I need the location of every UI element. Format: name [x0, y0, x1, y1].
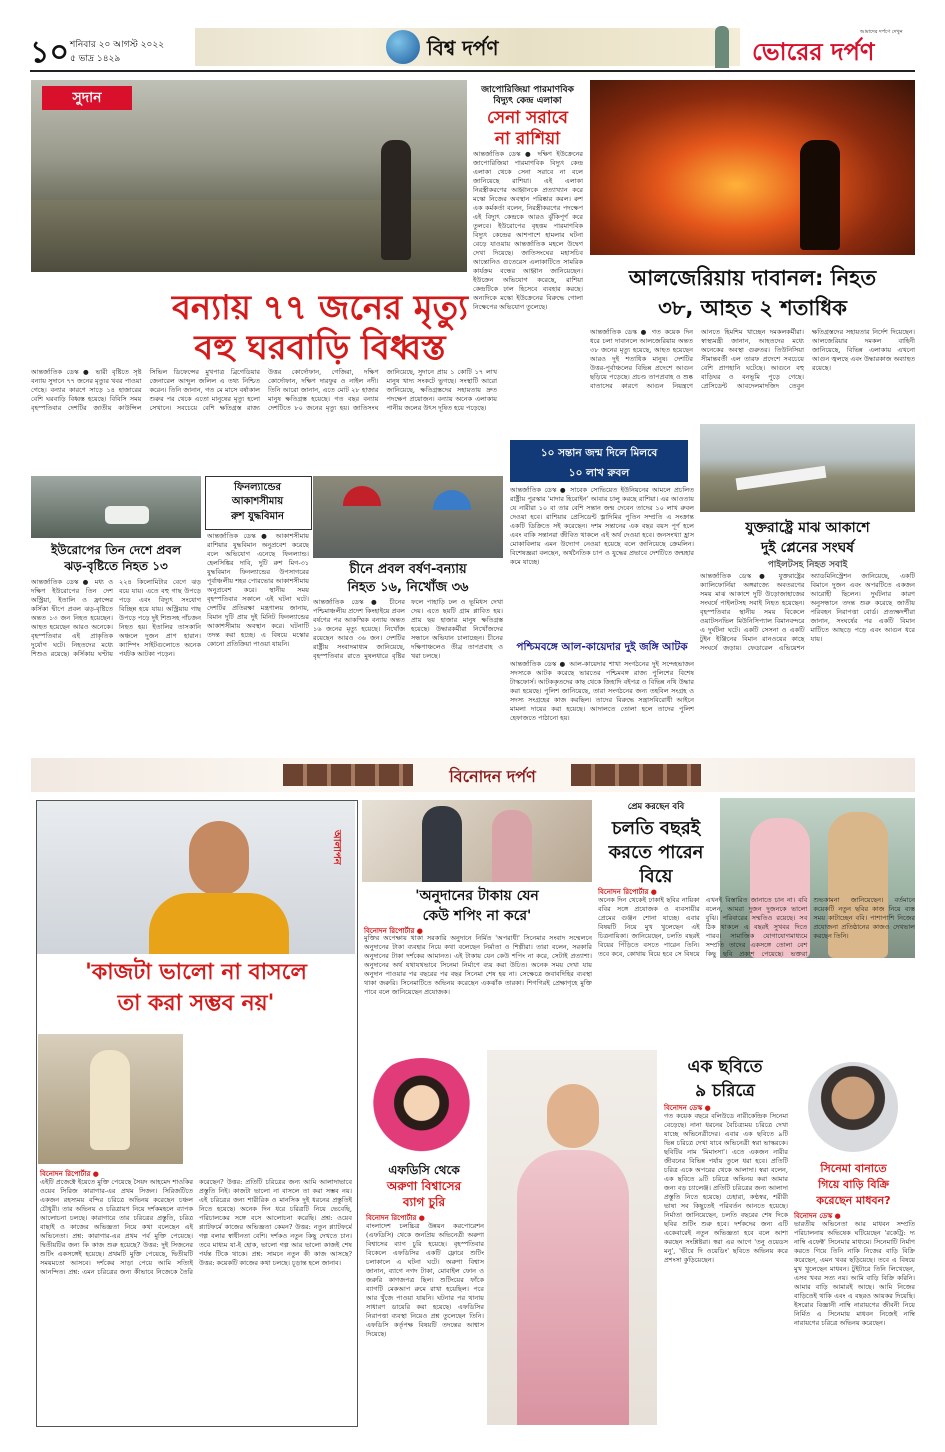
- sudan-headline-1: বন্যায় ৭৭ জনের মৃত্যু: [171, 288, 468, 328]
- globe-icon: [386, 30, 420, 64]
- sudan-body: আন্তর্জাতিক ডেস্ক ● ভারী বৃষ্টিতে সৃষ্ট বন্যায় সুদানে ৭৭ জনের মৃত্যুর খবর পাওয়া গেছে। বন্যার কারণে সাড়ে ১৪ হাজারের বেশি ঘরবাড়ি বিধ্বস্ত হয়েছে। বিবিসি সময় বৃহস্পতিবার দেশটির জাতীয় কাউন্সিল সিভিল ডিফেন্সের মুখপাত্র ব্রিগেডিয়ার জেনারেল আব্দুল জলিল এ তথ্য নিশ্চিত করেন। তিনি জানান, গত মে মাসে বর্ষাকাল শুরুর পর থেকে এতো মানুষের মৃত্যু হলো সেখানে। সবচেয়ে বেশি ক্ষতিগ্রস্ত রাজ্য উত্তর কোর্দোফান, গেজিরা, দক্ষিণ কোর্দোফান, দক্ষিণ দারফুর ও নাইল নদী। তিনি আরো জানান, এতে মোট ২৮ হাজার মানুষ ক্ষতিগ্রস্ত হয়েছে। গত বছর বন্যায় দেশটিতে ৮০ জনের মৃত্যু হয়। জাতিসংঘ জানিয়েছে, সুদানে প্রায় ১ কোটি ১৭ লাখ মানুষ খাদ্য সংকটে ভুগছে। সংস্থাটি আরো জানিয়েছে, ক্ষতিগ্রস্তদের সহায়তায় দ্রুত পদক্ষেপ প্রয়োজন। বন্যায় অনেক এলাকায় পানীয় জলের উৎস দূষিত হয়ে পড়েছে।: [31, 368, 497, 412]
- finland-headline-2: আকাশসীমায়: [231, 496, 284, 507]
- aruna-headline-1: এফডিসি থেকে: [388, 1163, 460, 1177]
- date-bangla: ৫ ভাদ্র ১৪২৯: [70, 54, 121, 64]
- algeria-headline-1: আলজেরিয়ায় দাবানল: নিহত: [628, 266, 877, 290]
- anudan-headline-2: কেউ শপিং না করে': [422, 908, 532, 924]
- nine-roles-headline-1: এক ছবিতে: [687, 1057, 763, 1077]
- madhavan-headline-3: করেছেন মাধবন?: [816, 1194, 891, 1207]
- russia-birth-headline-box: [510, 440, 688, 482]
- aruna-body: বাংলাদেশ চলচ্চিত্র উন্নয়ন করপোরেশন (এফডিসি) থেকে জনপ্রিয় অভিনেত্রী অরুণা বিশ্বাসের ব্যাগ চুরি হয়েছে। বৃহস্পতিবার বিকেলে এফডিসির একটি ফ্লোরে শুটিং চলাকালে এ ঘটনা ঘটে। অরুণা বিশ্বাস জানান, ব্যাগে নগদ টাকা, মোবাইল ফোন ও জরুরি কাগজপত্র ছিল। শুটিংয়ের ফাঁকে ব্যাগটি মেকআপ রুমে রাখা হয়েছিল। পরে আর খুঁজে পাওয়া যায়নি। ঘটনার পর থানায় সাধারণ ডায়েরি করা হয়েছে। এফডিসির নিরাপত্তা ব্যবস্থা নিয়েও প্রশ্ন তুলেছেন তিনি। এফডিসি কর্তৃপক্ষ বিষয়টি তদন্তের আশ্বাস দিয়েছে।: [366, 1222, 484, 1338]
- china-headline-2: নিহত ১৬, নিখোঁজ ৩৬: [347, 580, 469, 595]
- bobby-headline-3: বিয়ে: [639, 866, 673, 887]
- aruna-portrait: [364, 1058, 479, 1158]
- entertainment-banner: [31, 758, 915, 792]
- china-body: আন্তর্জাতিক ডেস্ক ● চীনের পশ্চিমাঞ্চলীয় প্রদেশ কিংহাইয়ে প্রবল বর্ষণের পর আকস্মিক বন্যায় অন্তত ১৬ জনের মৃত্যু হয়েছে। নিখোঁজ রয়েছেন আরও ৩৬ জন। দেশটির রাষ্ট্রীয় সংবাদমাধ্যম জানিয়েছে, বৃহস্পতিবার রাতে মুষলধারে বৃষ্টির ফলে পাহাড়ি ঢল ও ভূমিধস দেখা দেয়। এতে ছয়টি গ্রাম প্লাবিত হয়। প্রায় ছয় হাজার মানুষ ক্ষতিগ্রস্ত হয়েছে। উদ্ধারকর্মীরা নিখোঁজদের সন্ধানে অভিযান চালাচ্ছেন। চীনের দক্ষিণাঞ্চলেও তীব্র তাপপ্রবাহ ও খরা চলছে।: [313, 598, 503, 660]
- wading-man: [381, 140, 411, 260]
- woman-figure: [492, 810, 532, 882]
- algeria-headline-2: ৩৮, আহত ২ শতাধিক: [658, 296, 847, 320]
- paper-tagline: আমাদের দর্পণে দেখুন: [860, 29, 903, 35]
- swara-photo: [487, 1050, 657, 1425]
- header-rule: [30, 70, 915, 72]
- usa-planes-headline-1: যুক্তরাষ্ট্রে মাঝ আকাশে: [745, 520, 870, 536]
- umbrella-1: [343, 486, 381, 506]
- interview-vertical-tag: আলাপন: [331, 830, 342, 865]
- interview-headline-2: তা করা সম্ভব নয়': [117, 991, 275, 1016]
- plane-crash-photo: [700, 424, 915, 512]
- algeria-body: আন্তর্জাতিক ডেস্ক ● গত কয়েক দিন ধরে চলা দাবানলে আলজেরিয়ায় অন্তত ৩৮ জনের মৃত্যু হয়েছে, আহত হয়েছেন আরও দুই শতাধিক মানুষ। দেশটির উত্তর-পূর্বাঞ্চলের বিভিন্ন প্রদেশে আগুন ছড়িয়ে পড়েছে। প্রচণ্ড তাপপ্রবাহ ও শুষ্ক বাতাসের কারণে আগুন নিয়ন্ত্রণে আনতে হিমশিম খাচ্ছেন দমকলকর্মীরা। স্বাস্থ্যমন্ত্রী জানান, আহতদের মধ্যে অনেকের অবস্থা গুরুতর। তিউনিসিয়া সীমান্তবর্তী এল তারফ প্রদেশে সবচেয়ে বেশি প্রাণহানি ঘটেছে। আগুনে বহু বাড়িঘর ও বনভূমি পুড়ে গেছে। প্রেসিডেন্ট আবদেলমাদজিদ তেবুন ক্ষতিগ্রস্তদের সহায়তার নির্দেশ দিয়েছেন। আলজেরিয়ার দমকল বাহিনী জানিয়েছে, বিভিন্ন এলাকায় এখনো আগুন জ্বলছে এবং উদ্ধারকাজ অব্যাহত রয়েছে।: [590, 328, 915, 390]
- nuclear-body: আন্তর্জাতিক ডেস্ক ● দক্ষিণ ইউক্রেনের জাপোরিজিয়া পারমাণবিক বিদ্যুৎ কেন্দ্র এলাকা থেকে সেনা সরাবে না বলে জানিয়েছে রাশিয়া। এই এলাকা নিরস্ত্রীকরণের আহ্বানকে প্রত্যাখ্যান করে মস্কো নিজের অবস্থান পরিষ্কার করল। রুশ এক কর্মকর্তা বলেন, নিরস্ত্রীকরণের পদক্ষেপ এই বিদ্যুৎ কেন্দ্রকে আরও ঝুঁকিপূর্ণ করে তুলবে। ইউরোপের বৃহত্তম পারমাণবিক বিদ্যুৎ কেন্দ্রের আশপাশে হামলার ঘটনা বেড়ে যাওয়ায় আন্তর্জাতিক মহলে উদ্বেগ দেখা দিয়েছে। জাতিসংঘের মহাসচিব আন্তোনিও গুতেরেস এলাকাটিতে সামরিক কার্যক্রম বন্ধের আহ্বান জানিয়েছেন। ইউক্রেন অভিযোগ করেছে, রাশিয়া কেন্দ্রটিকে ঢাল হিসেবে ব্যবহার করছে। অন্যদিকে মস্কো ইউক্রেনের বিরুদ্ধে গোলা নিক্ষেপের অভিযোগ তুলেছে।: [473, 150, 583, 311]
- interview-headline-1: 'কাজটা ভালো না বাসলে: [85, 960, 307, 985]
- swara-saree: [517, 1150, 629, 1425]
- europe-headline-1: ইউরোপের তিন দেশে প্রবল: [51, 543, 181, 557]
- seated-man: [90, 1050, 130, 1150]
- interview-body: এইটি প্রজেক্টে ইয়েতে মুক্তি পেয়েছে সৈয়দ আহমেদ শাওকির ওয়েব সিরিজ কারাগার-এর প্রথম সিজন। সিরিজটিতে একজন রহস্যময় বন্দির চরিত্রে অভিনয় করেছেন চঞ্চল চৌধুরী। তার অভিনয় ও চরিত্রায়ণ নিয়ে দর্শকমহলে ব্যাপক আলোচনা চলছে। কারাগারে তার চরিত্রের প্রস্তুতি, চরিত্র বাছাই ও কাজের অভিজ্ঞতা নিয়ে কথা বলেছেন এই অভিনেতা। প্রশ্ন: কারাগার-এর প্রথম পর্ব মুক্তি পেয়েছে। দ্বিতীয়টির জন্য কি কাজ শুরু হয়েছে? উত্তর: দুই সিজনের শুটিং একসঙ্গেই হয়েছে। প্রথমটি মুক্তি পেয়েছে, দ্বিতীয়টি সময়মতো আসবে। দর্শকের সাড়া পেয়ে আমি সত্যিই আনন্দিত। প্রশ্ন: এমন চরিত্রের জন্য কীভাবে নিজেকে তৈরি করেছেন? উত্তর: প্রতিটি চরিত্রের জন্য আমি আলাদাভাবে প্রস্তুতি নিই। কাজটা ভালো না বাসলে তা করা সম্ভব নয়। এই চরিত্রের জন্য শারীরিক ও মানসিক দুই ধরনের প্রস্তুতিই নিতে হয়েছে। অনেক দিন ধরে চরিত্রটি নিয়ে ভেবেছি, পরিচালকের সঙ্গে বসে আলোচনা করেছি। প্রশ্ন: ওয়েব প্ল্যাটফর্মে কাজের অভিজ্ঞতা কেমন? উত্তর: নতুন প্ল্যাটফর্মে গল্প বলার স্বাধীনতা বেশি। দর্শকও নতুন কিছু দেখতে চান। তবে মাধ্যম যা-ই হোক, ভালো গল্প আর ভালো কাজই শেষ পর্যন্ত টিকে থাকে। প্রশ্ন: সামনে নতুন কী কাজ আসছে? উত্তর: কয়েকটি কাজের কথা চলছে। চূড়ান্ত হলে জানাব।: [40, 1178, 352, 1276]
- interview-byline: বিনোদন রিপোর্টার ●: [40, 1170, 99, 1178]
- masthead: [0, 0, 945, 72]
- film-strip-left: [283, 764, 413, 786]
- russia-birth-body: আন্তর্জাতিক ডেস্ক ● সাবেক সোভিয়েত ইউনিয়নের আমলে প্রচলিত রাষ্ট্রীয় পুরস্কার 'মাদার হিরোইন' আবার চালু করছে রাশিয়া। এর আওতায় যে নারীরা ১০ বা তার বেশি সন্তান জন্ম দেবেন তাদের ১০ লাখ রুবল দেওয়া হবে। রাশিয়ার প্রেসিডেন্ট ভ্লাদিমির পুতিন সম্প্রতি এ সংক্রান্ত একটি ডিক্রিতে সই করেছেন। দশম সন্তানের এক বছর বয়স পূর্ণ হলে এবং বাকি সন্তানরা জীবিত থাকলে এই অর্থ দেওয়া হবে। জনসংখ্যা হ্রাস মোকাবিলায় এমন উদ্যোগ নেওয়া হয়েছে বলে জানিয়েছে ক্রেমলিন। বিশেষজ্ঞরা বলছেন, অর্থনৈতিক চাপ ও যুদ্ধের প্রভাবে দেশটিতে জন্মহার কমে যাচ্ছে।: [510, 486, 694, 566]
- europe-storm-photo: [31, 476, 201, 538]
- statue-icon: [715, 26, 729, 68]
- paper-logo: ভোরের দর্পণ: [752, 38, 875, 66]
- bobby-kicker: প্রেম করছেন ববি: [627, 802, 685, 812]
- nuclear-kicker-2: বিদ্যুৎ কেন্দ্র এলাকা: [493, 96, 562, 106]
- shirt: [149, 893, 289, 954]
- madhavan-body: ভারতীয় অভিনেতা আর মাধবন সম্প্রতি পরিচালনায় অভিষেক ঘটিয়েছেন 'রকেট্রি: দ্য নাম্বি এফেক্ট' সিনেমার মাধ্যমে। সিনেমাটি নির্মাণ করতে গিয়ে তিনি নাকি নিজের বাড়ি বিক্রি করেছেন, এমন খবর ছড়িয়েছে। তবে এ বিষয়ে মুখ খুলেছেন মাধবন। টুইটারে তিনি লিখেছেন, এসব খবর সত্য নয়। আমি বাড়ি বিক্রি করিনি। আমার বাড়ি আমারই আছে। আমি নিজের বাড়িতেই থাকি এবং এ বছরও আয়কর দিয়েছি। ইসরোর বিজ্ঞানী নাম্বি নারায়ণের জীবনী নিয়ে নির্মিত এ সিনেমায় মাধবন নিজেই নাম্বি নারায়ণের চরিত্রে অভিনয় করেছেন।: [794, 1220, 915, 1327]
- nuclear-headline-2: না রাশিয়া: [494, 129, 561, 149]
- section-title: বিশ্ব দর্পণ: [427, 36, 499, 60]
- aruna-headline-2: অরুণা বিশ্বাসের: [386, 1179, 462, 1193]
- date-gregorian: শনিবার ২০ আগস্ট ২০২২: [70, 40, 165, 50]
- nuclear-headline-1: সেনা সরাবে: [487, 108, 568, 128]
- anudan-byline: বিনোদন রিপোর্টার ●: [364, 927, 423, 935]
- madhavan-headline-1: সিনেমা বানাতে: [820, 1162, 887, 1175]
- russia-birth-headline-2: ১০ লাখ রুবল: [568, 467, 630, 479]
- entertainment-title: বিনোদন দর্পণ: [415, 764, 570, 791]
- sudan-tag: সুদান: [42, 86, 132, 110]
- bobby-body: অনেক দিন থেকেই ঢাকাই ছবির নায়িকা ববির সঙ্গে প্রযোজক ও ব্যবসায়ীর প্রেমের গুঞ্জন শোনা যাচ্ছে। এবার বিষয়টি নিয়ে মুখ খুলেছেন এই চিত্রনায়িকা। জানিয়েছেন, চলতি বছরই বিয়ের পিঁড়িতে বসতে পারেন তিনি। তবে কবে, কোথায় বিয়ে হবে সে বিষয়ে এখনই বিস্তারিত জানাতে চান না। ববি বলেন, আমরা দুজন দুজনকে ভালো বুঝি। পরিবারের সম্মতিও রয়েছে। সব ঠিক থাকলে এ বছরই সুখবর দিতে পারব। সামাজিক যোগাযোগমাধ্যমে সম্প্রতি তাদের একসঙ্গে তোলা বেশ কিছু ছবি প্রকাশ পেয়েছে। ভক্তরা শুভকামনা জানিয়েছেন। বর্তমানে কয়েকটি নতুন ছবির কাজ নিয়ে ব্যস্ত সময় কাটাচ্ছেন ববি। পাশাপাশি নিজের প্রযোজনা প্রতিষ্ঠানের কাজও দেখভাল করছেন তিনি।: [598, 896, 915, 958]
- nine-roles-body: গত কয়েক বছরে বলিউডে নারীকেন্দ্রিক সিনেমা বেড়েছে। নানা ধরনের বৈচিত্র্যময় চরিত্রে দেখা যাচ্ছে অভিনেত্রীদের। এবার এক ছবিতে ৯টি ভিন্ন চরিত্রে দেখা যাবে অভিনেত্রী স্বরা ভাস্করকে। ছবিটির নাম 'মিমাংসা'। এতে একজন নারীর জীবনের বিভিন্ন পর্যায় তুলে ধরা হবে। প্রতিটি চরিত্র একে অপরের থেকে আলাদা। স্বরা বলেন, এক ছবিতে ৯টি চরিত্রে অভিনয় করা আমার জন্য বড় চ্যালেঞ্জ। প্রতিটি চরিত্রের জন্য আলাদা প্রস্তুতি নিতে হয়েছে। চেহারা, কণ্ঠস্বর, শরীরী ভাষা সব কিছুতেই পরিবর্তন আনতে হয়েছে। নির্মাতা জানিয়েছেন, চলতি বছরের শেষ দিকে ছবির শুটিং শুরু হবে। দর্শকদের জন্য এটি একেবারেই নতুন অভিজ্ঞতা হবে বলে আশা করছেন সংশ্লিষ্টরা। স্বরা এর আগে 'তনু ওয়েডস মনু', 'ভীরে দি ওয়েডিং' ছবিতে অভিনয় করে প্রশংসা কুড়িয়েছেন।: [664, 1112, 788, 1264]
- face: [189, 821, 249, 896]
- anudan-headline-1: 'অনুদানের টাকায় যেন: [415, 888, 539, 904]
- swara-face: [547, 1084, 599, 1148]
- umbrella-2: [433, 490, 471, 510]
- nine-roles-headline-2: ৯ চরিত্রে: [695, 1081, 755, 1101]
- bobby-headline-2: করতে পারেন: [608, 842, 704, 863]
- page-number: ১০: [30, 35, 69, 70]
- europe-body: আন্তর্জাতিক ডেস্ক ● মধ্য ও দক্ষিণ ইউরোপের তিন দেশ অস্ট্রিয়া, ইতালি ও ফ্রান্সের কর্সিকা দ্বীপে প্রবল ঝড়-বৃষ্টিতে অন্তত ১৩ জন নিহত হয়েছেন। আহত হয়েছেন আরও অনেকে। বৃহস্পতিবার এই প্রাকৃতিক দুর্যোগ ঘটে। নিহতদের মধ্যে শিশুও রয়েছে। কর্সিকায় ঘণ্টায় ২২৪ কিলোমিটার বেগে ঝড় বয়ে যায়। এতে বহু গাছ উপড়ে পড়ে এবং বিদ্যুৎ সংযোগ বিচ্ছিন্ন হয়ে যায়। অস্ট্রিয়ায় গাছ উপড়ে পড়ে দুই শিশুসহ পাঁচজন নিহত হয়। ইতালির তাসকানি অঞ্চলে দুজন প্রাণ হারান। ক্যাম্পিং সাইটগুলোতে অনেক পর্যটক আটকা পড়েন।: [31, 578, 201, 658]
- madhavan-portrait: [808, 1062, 898, 1152]
- bobby-byline: বিনোদন রিপোর্টার ●: [598, 888, 657, 896]
- usa-planes-body: আন্তর্জাতিক ডেস্ক ● যুক্তরাষ্ট্রের ক্যালিফোর্নিয়া অঙ্গরাজ্যে অবতরণের সময় মাঝ আকাশে দুটি উড়োজাহাজের সংঘর্ষে পাইলটসহ সবাই নিহত হয়েছেন। বৃহস্পতিবার স্থানীয় সময় বিকেলে ওয়াটসনভিল মিউনিসিপ্যাল বিমানবন্দরে এ দুর্ঘটনা ঘটে। একটি সেসনা ও একটি টুইন ইঞ্জিনের বিমান রানওয়ের কাছে সংঘর্ষে জড়ায়। ফেডারেল এভিয়েশন অ্যাডমিনিস্ট্রেশন জানিয়েছে, একটি বিমানে দুজন এবং অপরটিতে একজন আরোহী ছিলেন। দুর্ঘটনার কারণ অনুসন্ধানে তদন্ত শুরু করেছে জাতীয় পরিবহন নিরাপত্তা বোর্ড। প্রত্যক্ষদর্শীরা জানান, সংঘর্ষের পর একটি বিমান মাটিতে আছড়ে পড়ে এবং আগুন ধরে যায়।: [700, 572, 915, 652]
- madhavan-byline: বিনোদন ডেস্ক ●: [794, 1212, 841, 1220]
- man-figure: [422, 806, 462, 882]
- anudan-couple-photo: [362, 800, 592, 882]
- aruna-byline: বিনোদন রিপোর্টার ●: [366, 1214, 425, 1222]
- nine-roles-byline: বিনোদন ডেস্ক ●: [664, 1104, 711, 1112]
- usa-planes-subhead: পাইলটসহ নিহত সবাই: [767, 560, 848, 570]
- bobby-headline-1: চলতি বছরই: [611, 818, 701, 839]
- anudan-body: মুক্তির অপেক্ষায় থাকা সরকারি অনুদানে নির্মিত 'অপরাধী' সিনেমার সংবাদ সম্মেলনে অনুদানের টাকা ব্যবহার নিয়ে কথা বলেছেন নির্মাতা ও শিল্পীরা। তারা বলেন, সরকারি অনুদানের টাকা দর্শকের আমানত। এই টাকায় যেন কেউ শপিং না করে, সেটাই প্রত্যাশা। অনুদানের অর্থ যথাযথভাবে সিনেমা নির্মাণে ব্যয় করা উচিত। অনেক সময় দেখা যায় অনুদান পাওয়ার পর বছরের পর বছর সিনেমা শেষ হয় না। সেক্ষেত্রে জবাবদিহির ব্যবস্থা থাকা জরুরি। সিনেমাটিতে অভিনয় করেছেন একঝাঁক তারকা। শিগগিরই প্রেক্ষাগৃহে মুক্তি পাবে বলে জানিয়েছেন প্রযোজক।: [364, 934, 592, 996]
- interview-portrait: [37, 801, 355, 954]
- firefighter-silhouette: [800, 140, 840, 250]
- europe-headline-2: ঝড়-বৃষ্টিতে নিহত ১৩: [64, 559, 168, 573]
- flooded-car: [105, 506, 149, 524]
- film-strip-right: [571, 764, 701, 786]
- madhavan-headline-2: গিয়ে বাড়ি বিক্রি: [818, 1178, 889, 1191]
- wrecked-plane: [736, 466, 827, 490]
- russia-birth-headline-1: ১০ সন্তান জন্ম দিলে মিলবে: [540, 447, 658, 459]
- aruna-headline-3: ব্যাগ চুরি: [402, 1195, 446, 1209]
- nuclear-kicker-1: জাপোরিজিয়া পারমাণবিক: [481, 85, 574, 95]
- usa-planes-headline-2: দুই প্লেনের সংঘর্ষ: [761, 540, 854, 556]
- finland-body: আন্তর্জাতিক ডেস্ক ● আকাশসীমায় রাশিয়ার যুদ্ধবিমান অনুপ্রবেশ করেছে বলে অভিযোগ এনেছে ফিনল্যান্ড। হেলসিঙ্কির দাবি, দুটি রুশ মিগ-৩১ যুদ্ধবিমান ফিনল্যান্ডের উপসাগরের পূর্বাঞ্চলীয় শহর পোরভোর আকাশসীমায় অনুপ্রবেশ করে। স্থানীয় সময় বৃহস্পতিবার সকালে এই ঘটনা ঘটে। দেশটির প্রতিরক্ষা মন্ত্রণালয় জানায়, বিমান দুটি প্রায় দুই মিনিট ফিনল্যান্ডের আকাশসীমায় অবস্থান করে। ঘটনাটি তদন্ত করা হচ্ছে। এ বিষয়ে মস্কোর কোনো প্রতিক্রিয়া পাওয়া যায়নি।: [207, 532, 309, 648]
- algeria-fire-photo: [590, 80, 915, 255]
- west-bengal-body: আন্তর্জাতিক ডেস্ক ● আল-কায়েদার শাখা সংগঠনের দুই সন্দেহভাজন সদস্যকে আটক করেছে ভারতের পশ্চিমবঙ্গ রাজ্য পুলিশের বিশেষ টাস্কফোর্স। আটককৃতদের কাছ থেকে জিহাদি বইপত্র ও বিভিন্ন নথি উদ্ধার করা হয়েছে। পুলিশ জানিয়েছে, তারা সংগঠনের জন্য তহবিল সংগ্রহ ও সদস্য সংগ্রহের কাজ করছিল। তাদের বিরুদ্ধে সন্ত্রাসবিরোধী আইনে মামলা দায়ের করা হয়েছে। আদালতে তোলা হলে তাদের পুলিশ হেফাজতে পাঠানো হয়।: [510, 660, 694, 722]
- china-headline-1: চীনে প্রবল বর্ষণ-বন্যায়: [349, 562, 467, 577]
- china-flood-photo: [313, 476, 503, 558]
- finland-headline-1: ফিনল্যান্ডের: [234, 482, 281, 493]
- interview-seated-photo: [38, 1034, 183, 1164]
- sudan-headline-2: বহু ঘরবাড়ি বিধ্বস্ত: [194, 328, 446, 368]
- finland-headline-3: রুশ যুদ্ধবিমান: [230, 511, 284, 522]
- west-bengal-headline: পশ্চিমবঙ্গে আল-কায়েদার দুই জঙ্গি আটক: [516, 641, 688, 653]
